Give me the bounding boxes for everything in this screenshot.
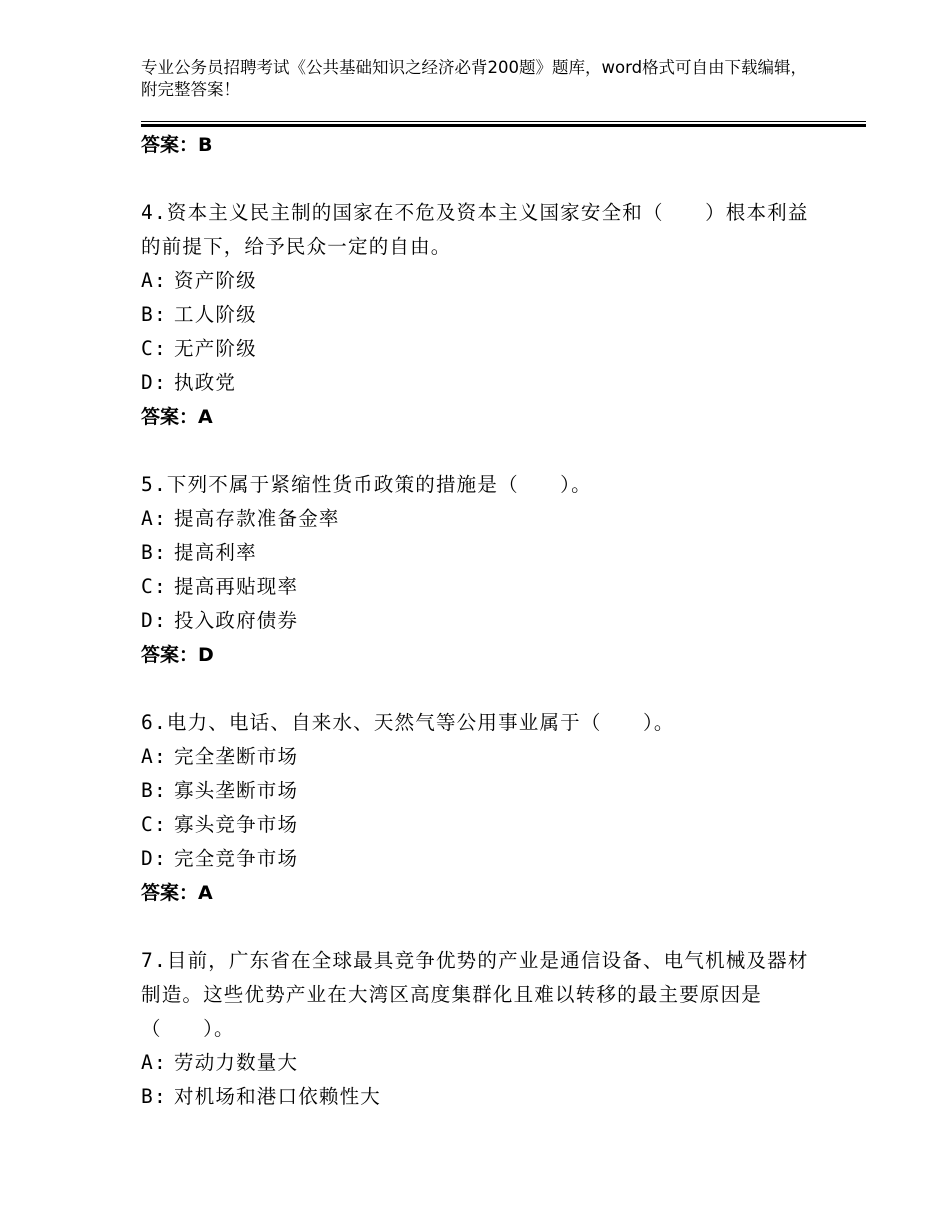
- answer-line: 答案：A: [141, 406, 213, 428]
- option-text: 完全竞争市场: [174, 847, 299, 870]
- answer-line: 答案：D: [141, 644, 214, 666]
- option-text: 提高再贴现率: [174, 575, 299, 598]
- option-d: [141, 842, 811, 876]
- question-4: [141, 196, 811, 434]
- option-key: A:: [141, 1051, 167, 1074]
- answer-line: 答案：B: [141, 134, 213, 156]
- option-key: D:: [141, 847, 167, 870]
- option-text: 寡头竞争市场: [174, 813, 299, 836]
- question-stem: 5.下列不属于紧缩性货币政策的措施是（ ）。: [141, 473, 592, 496]
- option-key: A:: [141, 507, 167, 530]
- option-b: [141, 774, 811, 808]
- option-key: B:: [141, 303, 167, 326]
- option-text: 工人阶级: [174, 303, 257, 326]
- option-key: B:: [141, 1085, 167, 1108]
- question-list: [141, 128, 811, 1114]
- document-header: [141, 57, 821, 101]
- question-5: [141, 468, 811, 672]
- option-text: 执政党: [174, 371, 237, 394]
- option-c: [141, 570, 811, 604]
- option-c: [141, 332, 811, 366]
- option-text: 完全垄断市场: [174, 745, 299, 768]
- answer-line: 答案：A: [141, 882, 213, 904]
- question-7: [141, 944, 811, 1114]
- header-rule-thin: [141, 121, 866, 122]
- option-text: 投入政府债券: [174, 609, 299, 632]
- option-text: 对机场和港口依赖性大: [174, 1085, 382, 1108]
- option-d: [141, 366, 811, 400]
- option-c: [141, 808, 811, 842]
- option-a: [141, 740, 811, 774]
- question-stem: 7.目前，广东省在全球最具竞争优势的产业是通信设备、电气机械及器材制造。这些优势产业在大湾区高度集群化且难以转移的最主要原因是（ ）。: [141, 949, 809, 1040]
- option-b: [141, 536, 811, 570]
- option-key: C:: [141, 575, 167, 598]
- question-stem: 4.资本主义民主制的国家在不危及资本主义国家安全和（ ）根本利益的前提下，给予民众一定的自由。: [141, 201, 809, 258]
- option-key: C:: [141, 813, 167, 836]
- option-key: A:: [141, 269, 167, 292]
- option-b: [141, 298, 811, 332]
- question-stem: 6.电力、电话、自来水、天然气等公用事业属于（ ）。: [141, 711, 675, 734]
- option-text: 劳动力数量大: [174, 1051, 299, 1074]
- option-a: [141, 502, 811, 536]
- option-text: 寡头垄断市场: [174, 779, 299, 802]
- option-text: 提高利率: [174, 541, 257, 564]
- header-rule-thick: [141, 124, 866, 127]
- option-a: [141, 1046, 811, 1080]
- option-key: C:: [141, 337, 167, 360]
- option-a: [141, 264, 811, 298]
- option-text: 提高存款准备金率: [174, 507, 340, 530]
- option-key: D:: [141, 609, 167, 632]
- option-key: B:: [141, 779, 167, 802]
- option-key: A:: [141, 745, 167, 768]
- option-key: D:: [141, 371, 167, 394]
- option-b: [141, 1080, 811, 1114]
- header-title: 专业公务员招聘考试《公共基础知识之经济必背200题》题库，word格式可自由下载编辑，附完整答案！: [141, 58, 808, 99]
- option-d: [141, 604, 811, 638]
- option-text: 无产阶级: [174, 337, 257, 360]
- question-6: [141, 706, 811, 910]
- option-key: B:: [141, 541, 167, 564]
- option-text: 资产阶级: [174, 269, 257, 292]
